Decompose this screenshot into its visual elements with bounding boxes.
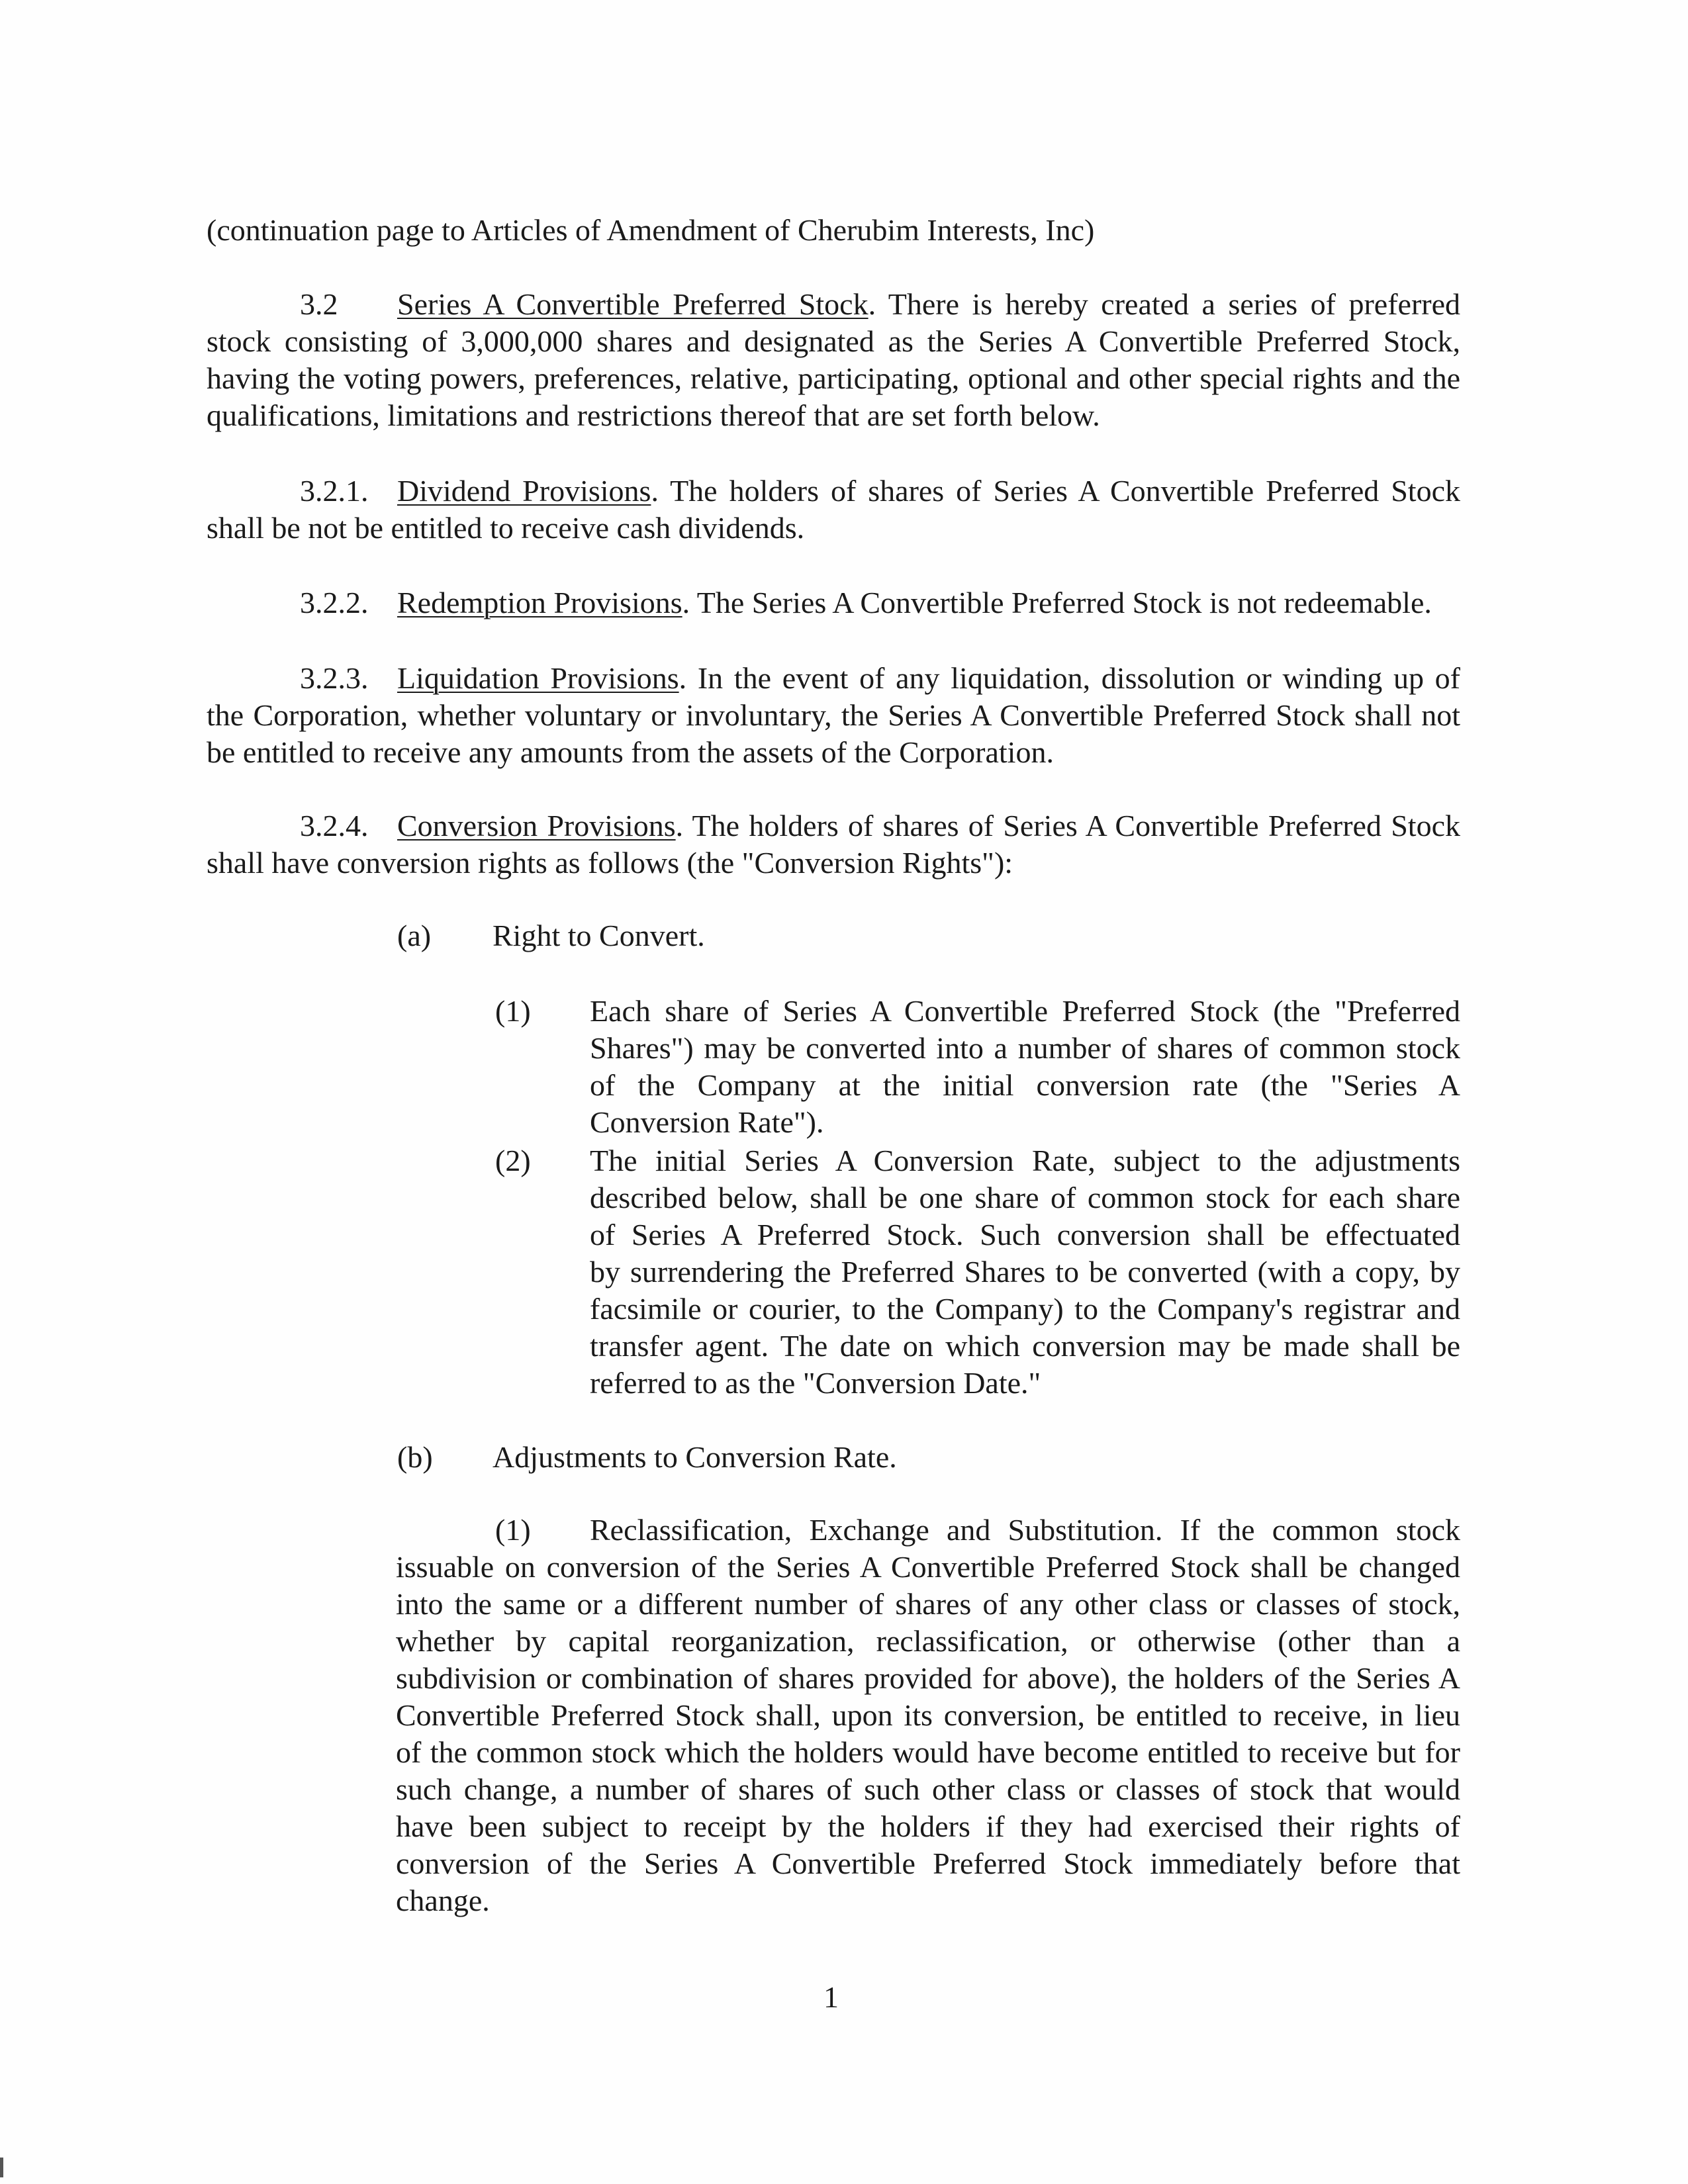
line-text: . The holders of shares of Series A Convertible Preferred Stock xyxy=(651,474,1460,508)
text-line: conversion of the Series A Convertible Preferred Stock immediately before that xyxy=(396,1846,1460,1880)
section-number: (a) xyxy=(397,919,432,952)
text-line xyxy=(397,1439,1460,1476)
text-line xyxy=(495,1142,1460,1179)
text-line: of Series A Preferred Stock. Such conversion shall be effectuated xyxy=(590,1218,1460,1251)
text-line: Shares") may be converted into a number of shares of common stock xyxy=(590,1031,1460,1065)
text-line xyxy=(495,993,1460,1030)
section-s3-2-2 xyxy=(207,584,1460,621)
text-line: the Corporation, whether voluntary or involuntary, the Series A Convertible Preferred Stock shall not xyxy=(207,698,1460,732)
section-b xyxy=(397,1439,1460,1476)
text-line xyxy=(207,807,1460,844)
section-number: 3.2.3. xyxy=(300,661,369,695)
text-line: of the Company at the initial conversion rate (the "Series A xyxy=(590,1068,1460,1102)
text-line: into the same or a different number of shares of any other class or classes of stock, xyxy=(396,1587,1460,1621)
line-text: Adjustments to Conversion Rate. xyxy=(492,1440,897,1474)
continuation-header xyxy=(207,212,1094,249)
text-line: have been subject to receipt by the holders if they had exercised their rights of xyxy=(396,1809,1460,1843)
text-line xyxy=(207,660,1460,697)
section-number: 3.2.1. xyxy=(300,474,369,508)
section-s3-2-4 xyxy=(207,807,1460,882)
text-line xyxy=(397,917,1460,954)
section-s3-2-3 xyxy=(207,660,1460,771)
section-a2 xyxy=(495,1142,1460,1402)
text-line xyxy=(207,473,1460,510)
text-line: change. xyxy=(396,1884,490,1917)
text-line: of the common stock which the holders would have become entitled to receive but for xyxy=(396,1735,1460,1769)
line-text: Reclassification, Exchange and Substitution. If the common stock xyxy=(590,1513,1460,1547)
line-text: Right to Convert. xyxy=(492,919,705,952)
text-line xyxy=(396,1512,1460,1549)
text-line: subdivision or combination of shares provided for above), the holders of the Series A xyxy=(396,1661,1460,1695)
line-text: . In the event of any liquidation, dissolution or winding up of xyxy=(679,661,1460,695)
line-text: . The holders of shares of Series A Convertible Preferred Stock xyxy=(675,809,1460,842)
section-number: 3.2 xyxy=(300,287,338,321)
text-line: described below, shall be one share of common stock for each share xyxy=(590,1181,1460,1214)
section-number: (b) xyxy=(397,1440,433,1474)
text-line xyxy=(207,286,1460,323)
text-line: referred to as the "Conversion Date." xyxy=(590,1366,1041,1400)
section-number: (1) xyxy=(495,1513,531,1547)
text-line: qualifications, limitations and restrictions thereof that are set forth below. xyxy=(207,398,1100,432)
text-line: having the voting powers, preferences, relative, participating, optional and other special rights and the xyxy=(207,361,1460,395)
text-line: shall have conversion rights as follows (the "Conversion Rights"): xyxy=(207,846,1013,880)
text-line: Convertible Preferred Stock shall, upon its conversion, be entitled to receive, in lieu xyxy=(396,1698,1460,1732)
scan-mark xyxy=(0,2158,3,2177)
line-text: . There is hereby created a series of preferred xyxy=(868,287,1460,321)
text-line: stock consisting of 3,000,000 shares and designated as the Series A Convertible Preferred Stock, xyxy=(207,324,1460,358)
text-line: by surrendering the Preferred Shares to be converted (with a copy, by xyxy=(590,1255,1460,1289)
line-text: . The Series A Convertible Preferred Stock is not redeemable. xyxy=(682,586,1432,619)
text-line: issuable on conversion of the Series A Convertible Preferred Stock shall be changed xyxy=(396,1550,1460,1584)
text-line: shall be not be entitled to receive cash dividends. xyxy=(207,511,805,545)
section-title: Dividend Provisions xyxy=(397,474,651,508)
text-line: be entitled to receive any amounts from the assets of the Corporation. xyxy=(207,735,1054,769)
section-title: Conversion Provisions xyxy=(397,809,676,842)
header-text: (continuation page to Articles of Amendment of Cherubim Interests, Inc) xyxy=(207,213,1095,247)
page-number: 1 xyxy=(823,1980,839,2014)
text-line: whether by capital reorganization, reclassification, or otherwise (other than a xyxy=(396,1624,1460,1658)
text-line: such change, a number of shares of such other class or classes of stock that would xyxy=(396,1772,1460,1806)
text-line: transfer agent. The date on which conversion may be made shall be xyxy=(590,1329,1460,1363)
section-b1 xyxy=(396,1512,1460,1919)
section-number: 3.2.4. xyxy=(300,809,369,842)
text-line: Conversion Rate"). xyxy=(590,1105,824,1139)
section-title: Liquidation Provisions xyxy=(397,661,679,695)
section-s3-2-1 xyxy=(207,473,1460,547)
section-title: Series A Convertible Preferred Stock xyxy=(397,287,868,321)
line-text: Each share of Series A Convertible Preferred Stock (the "Preferred xyxy=(590,994,1460,1028)
section-number: (2) xyxy=(495,1144,531,1177)
line-text: The initial Series A Conversion Rate, subject to the adjustments xyxy=(590,1144,1460,1177)
section-title: Redemption Provisions xyxy=(397,586,682,619)
section-a xyxy=(397,917,1460,954)
section-number: (1) xyxy=(495,994,531,1028)
section-number: 3.2.2. xyxy=(300,586,369,619)
text-line xyxy=(207,584,1460,621)
text-line: facsimile or courier, to the Company) to the Company's registrar and xyxy=(590,1292,1460,1326)
section-s3-2 xyxy=(207,286,1460,434)
section-a1 xyxy=(495,993,1460,1141)
